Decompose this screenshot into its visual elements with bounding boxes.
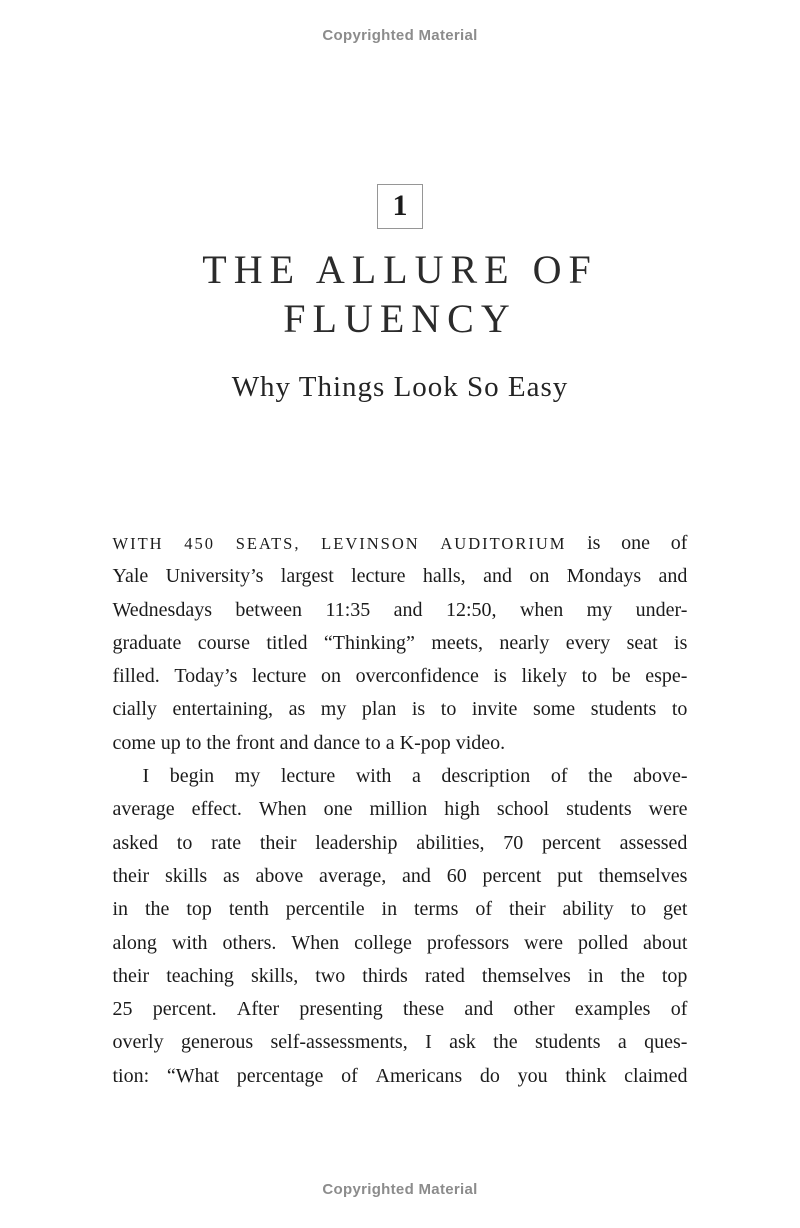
- word: and: [393, 598, 423, 621]
- word: Yale: [112, 565, 149, 588]
- word: their: [508, 898, 546, 921]
- word: tenth: [228, 898, 269, 921]
- word: my: [586, 598, 613, 621]
- word: the: [144, 898, 170, 921]
- word: Today’s: [174, 665, 238, 688]
- word: be: [611, 665, 631, 688]
- word: percent: [482, 864, 542, 887]
- word: percent: [542, 831, 601, 854]
- word: skills: [164, 864, 208, 887]
- word: and: [658, 565, 688, 588]
- word: a: [411, 765, 421, 788]
- word: the: [620, 964, 645, 987]
- word: and: [483, 565, 512, 588]
- body-line: [113, 660, 688, 693]
- word: graduate: [112, 631, 182, 654]
- word: examples: [574, 998, 651, 1021]
- word: “Thinking”: [323, 631, 415, 654]
- word: along: [112, 931, 157, 954]
- word: others.: [222, 931, 277, 954]
- word: overconfidence: [355, 665, 479, 688]
- smallcaps-word: 450: [184, 534, 216, 553]
- word: top: [661, 964, 688, 987]
- body-line: [113, 594, 688, 627]
- word: I: [142, 765, 150, 788]
- word: you: [517, 1064, 548, 1087]
- word: likely: [521, 665, 567, 688]
- word: their: [112, 864, 150, 887]
- word: of: [670, 998, 688, 1021]
- word: themselves: [481, 964, 571, 987]
- word: 70: [503, 831, 524, 854]
- word: lecture: [351, 565, 406, 588]
- word: between: [235, 598, 303, 621]
- word: average: [112, 798, 175, 821]
- word: Americans: [375, 1064, 463, 1087]
- word: a: [617, 1031, 627, 1054]
- word: the: [588, 765, 613, 788]
- body-line: [113, 960, 688, 993]
- word: to: [581, 665, 598, 688]
- word: effect.: [191, 798, 242, 821]
- word: and: [464, 998, 494, 1021]
- word: to: [671, 698, 688, 721]
- word: meets,: [431, 631, 483, 654]
- word: 11:35: [325, 598, 371, 621]
- word: percentage: [236, 1064, 324, 1087]
- word: students: [566, 798, 632, 821]
- word: Wednesdays: [112, 598, 212, 621]
- word: largest: [280, 565, 334, 588]
- word: skills,: [250, 964, 299, 987]
- word: college: [354, 931, 412, 954]
- body-line: [113, 993, 688, 1026]
- word: nearly: [499, 631, 550, 654]
- word: lecture: [251, 665, 307, 688]
- word: students: [534, 1031, 601, 1054]
- word: University’s: [165, 565, 264, 588]
- body-line: [113, 893, 688, 926]
- word: 25: [112, 998, 133, 1021]
- word: put: [557, 864, 583, 887]
- word: 12:50,: [445, 598, 497, 621]
- body-line: [113, 793, 688, 826]
- chapter-title: [0, 245, 800, 343]
- word: do: [479, 1064, 500, 1087]
- body-line: [113, 693, 688, 726]
- word: titled: [266, 631, 308, 654]
- word: of: [475, 898, 493, 921]
- word: abilities,: [416, 831, 485, 854]
- word: polled: [577, 931, 628, 954]
- word: self-assessments,: [270, 1031, 408, 1054]
- body-line: [113, 527, 688, 560]
- word: ability: [562, 898, 614, 921]
- word: with: [355, 765, 392, 788]
- paragraph: [113, 760, 688, 1093]
- word: in: [112, 898, 129, 921]
- body-line: [113, 827, 688, 860]
- word: every: [565, 631, 611, 654]
- word: description: [441, 765, 531, 788]
- word: school: [496, 798, 550, 821]
- word: when: [519, 598, 564, 621]
- word: invite: [471, 698, 518, 721]
- smallcaps-word: WITH: [112, 534, 164, 553]
- word: leadership: [315, 831, 398, 854]
- word: as: [288, 698, 306, 721]
- word: about: [642, 931, 688, 954]
- word: to: [176, 831, 193, 854]
- word: my: [234, 765, 261, 788]
- word: one: [323, 798, 353, 821]
- word: begin: [169, 765, 215, 788]
- word: rated: [424, 964, 465, 987]
- word: and: [402, 864, 431, 887]
- word: with: [171, 931, 208, 954]
- body-line: [113, 627, 688, 660]
- word: After: [236, 998, 280, 1021]
- word: two: [315, 964, 346, 987]
- smallcaps-word: SEATS,: [235, 534, 301, 553]
- word: I: [425, 1031, 432, 1054]
- word: teaching: [166, 964, 234, 987]
- word: of: [550, 765, 568, 788]
- word: course: [197, 631, 250, 654]
- word: on: [321, 665, 341, 688]
- word: filled.: [112, 665, 160, 688]
- word: is: [674, 631, 688, 654]
- word: think: [565, 1064, 607, 1087]
- word: under-: [635, 598, 688, 621]
- word: thirds: [362, 964, 408, 987]
- word: lecture: [280, 765, 336, 788]
- word: assessed: [619, 831, 688, 854]
- body-line: [113, 1026, 688, 1059]
- word: of: [341, 1064, 358, 1087]
- copyright-notice-bottom: Copyrighted Material: [322, 1181, 478, 1199]
- word: seat: [626, 631, 658, 654]
- word: When: [291, 931, 340, 954]
- word: “What: [166, 1064, 220, 1087]
- copyright-notice-top: Copyrighted Material: [322, 27, 478, 44]
- body-line: [113, 1060, 688, 1093]
- word: were: [648, 798, 688, 821]
- body-line: [113, 560, 688, 593]
- word: ask: [449, 1031, 476, 1054]
- word: terms: [414, 898, 459, 921]
- word: high: [444, 798, 480, 821]
- word: my: [320, 698, 347, 721]
- word: as: [223, 864, 240, 887]
- word: to: [630, 898, 647, 921]
- word: the: [493, 1031, 518, 1054]
- chapter-number-row: [0, 184, 800, 229]
- word: espe-: [645, 665, 688, 688]
- word: tion:: [112, 1064, 150, 1087]
- smallcaps-word: LEVINSON: [321, 534, 420, 553]
- word: one: [621, 532, 651, 554]
- word: of: [670, 532, 688, 554]
- word: in: [587, 964, 604, 987]
- word: their: [259, 831, 297, 854]
- word: their: [112, 964, 150, 987]
- word: professors: [426, 931, 510, 954]
- smallcaps-word: AUDITORIUM: [440, 534, 567, 553]
- body-line: come up to the front and dance to a K-pop video.: [112, 731, 506, 754]
- body-line: [113, 860, 688, 893]
- chapter-title-line-2: FLUENCY: [283, 296, 517, 341]
- word: presenting: [299, 998, 383, 1021]
- word: million: [369, 798, 428, 821]
- word: above-: [633, 765, 688, 788]
- paragraph: [113, 527, 688, 760]
- word: ques-: [644, 1031, 688, 1054]
- word: Mondays: [566, 565, 642, 588]
- word: average,: [319, 864, 387, 887]
- word: percentile: [285, 898, 365, 921]
- word: rate: [211, 831, 242, 854]
- body-text: [113, 527, 688, 1093]
- word: percent.: [152, 998, 217, 1021]
- word: get: [663, 898, 688, 921]
- word: plan: [361, 698, 397, 721]
- chapter-title-line-1: THE ALLURE OF: [202, 247, 598, 292]
- word: other: [513, 998, 555, 1021]
- chapter-number: 1: [392, 188, 408, 222]
- word: 60: [446, 864, 467, 887]
- word: claimed: [624, 1064, 688, 1087]
- word: on: [529, 565, 550, 588]
- word: is: [587, 532, 601, 554]
- word: some: [532, 698, 576, 721]
- chapter-subtitle: Why Things Look So Easy: [231, 371, 569, 403]
- word: cially: [112, 698, 157, 721]
- word: is: [411, 698, 426, 721]
- word: overly: [112, 1031, 164, 1054]
- word: were: [524, 931, 563, 954]
- word: When: [258, 798, 307, 821]
- word: is: [493, 665, 507, 688]
- word: halls,: [422, 565, 466, 588]
- word: students: [590, 698, 657, 721]
- word: entertaining,: [172, 698, 274, 721]
- word: themselves: [598, 864, 688, 887]
- word: generous: [180, 1031, 254, 1054]
- word: asked: [112, 831, 159, 854]
- word: top: [186, 898, 212, 921]
- word: these: [403, 998, 445, 1021]
- word: above: [255, 864, 304, 887]
- body-line: [113, 927, 688, 960]
- body-line: [113, 760, 688, 793]
- chapter-number-box: [377, 184, 423, 229]
- word: to: [440, 698, 457, 721]
- word: in: [381, 898, 398, 921]
